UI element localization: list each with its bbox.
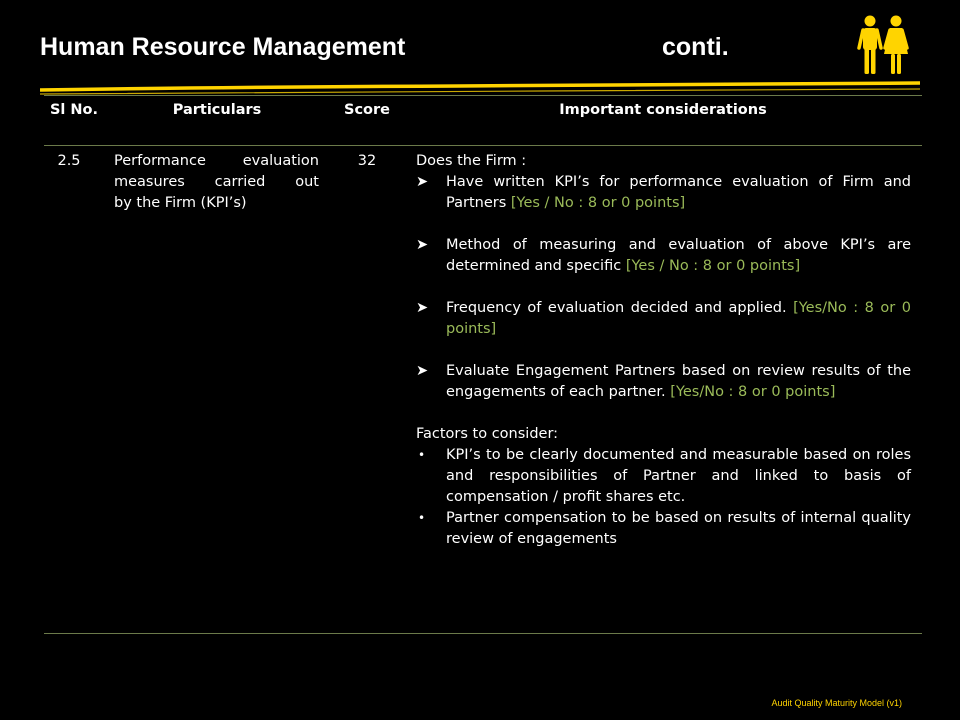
factor-item <box>416 445 911 508</box>
arrow-bullet-icon: ➤ <box>416 363 429 379</box>
consideration-text: Method of measuring and evaluation of above KPI’s are determined and specific <box>446 237 911 274</box>
particulars-line: by the Firm (KPI’s) <box>114 195 247 211</box>
particulars-line: Performance evaluation <box>114 153 319 169</box>
consideration-item <box>416 298 911 340</box>
people-icon <box>856 14 912 76</box>
consideration-points: [Yes/No : 8 or 0 points] <box>446 300 912 337</box>
row-particulars <box>114 151 319 214</box>
column-header-score: Score <box>344 102 390 118</box>
row-sl-no: 2.5 <box>57 153 81 169</box>
consideration-item <box>416 172 911 214</box>
dot-bullet-icon: • <box>418 511 426 525</box>
particulars-line: measures carried out <box>114 174 319 190</box>
consideration-item <box>416 361 911 403</box>
arrow-bullet-icon: ➤ <box>416 174 429 190</box>
table-top-border <box>44 95 922 96</box>
consideration-points: [Yes / No : 8 or 0 points] <box>625 258 801 274</box>
factor-item <box>416 508 911 550</box>
consideration-text: Have written KPI’s for performance evaluation of Firm and Partners <box>446 174 911 211</box>
consideration-item <box>416 235 911 277</box>
consideration-text: Frequency of evaluation decided and applied. <box>446 300 794 316</box>
factors-title: Factors to consider: <box>416 426 559 442</box>
row-considerations <box>416 151 911 550</box>
arrow-bullet-icon: ➤ <box>416 237 429 253</box>
title-underline <box>40 80 920 96</box>
factor-text: KPI’s to be clearly documented and measurable based on roles and responsibilities of Partner and linked to basis of compensation / profit shares etc. <box>446 447 911 505</box>
continued-label: conti. <box>662 33 729 61</box>
column-header-particulars: Particulars <box>172 102 262 118</box>
row-score: 32 <box>357 153 377 169</box>
arrow-bullet-icon: ➤ <box>416 300 429 316</box>
footer-label: Audit Quality Maturity Model (v1) <box>771 698 902 708</box>
column-header-sl-no: Sl No. <box>49 102 99 118</box>
consideration-text: Evaluate Engagement Partners based on review results of the engagements of each partner. <box>446 363 911 400</box>
column-header-considerations: Important considerations <box>559 102 767 118</box>
table-header-border <box>44 145 922 146</box>
page-title: Human Resource Management <box>40 33 406 61</box>
consideration-points: [Yes/No : 8 or 0 points] <box>670 384 836 400</box>
dot-bullet-icon: • <box>418 448 426 462</box>
factor-text: Partner compensation to be based on results of internal quality review of engagements <box>446 510 911 547</box>
table-bottom-border <box>44 633 922 634</box>
consideration-points: [Yes / No : 8 or 0 points] <box>510 195 686 211</box>
considerations-intro: Does the Firm : <box>416 153 527 169</box>
